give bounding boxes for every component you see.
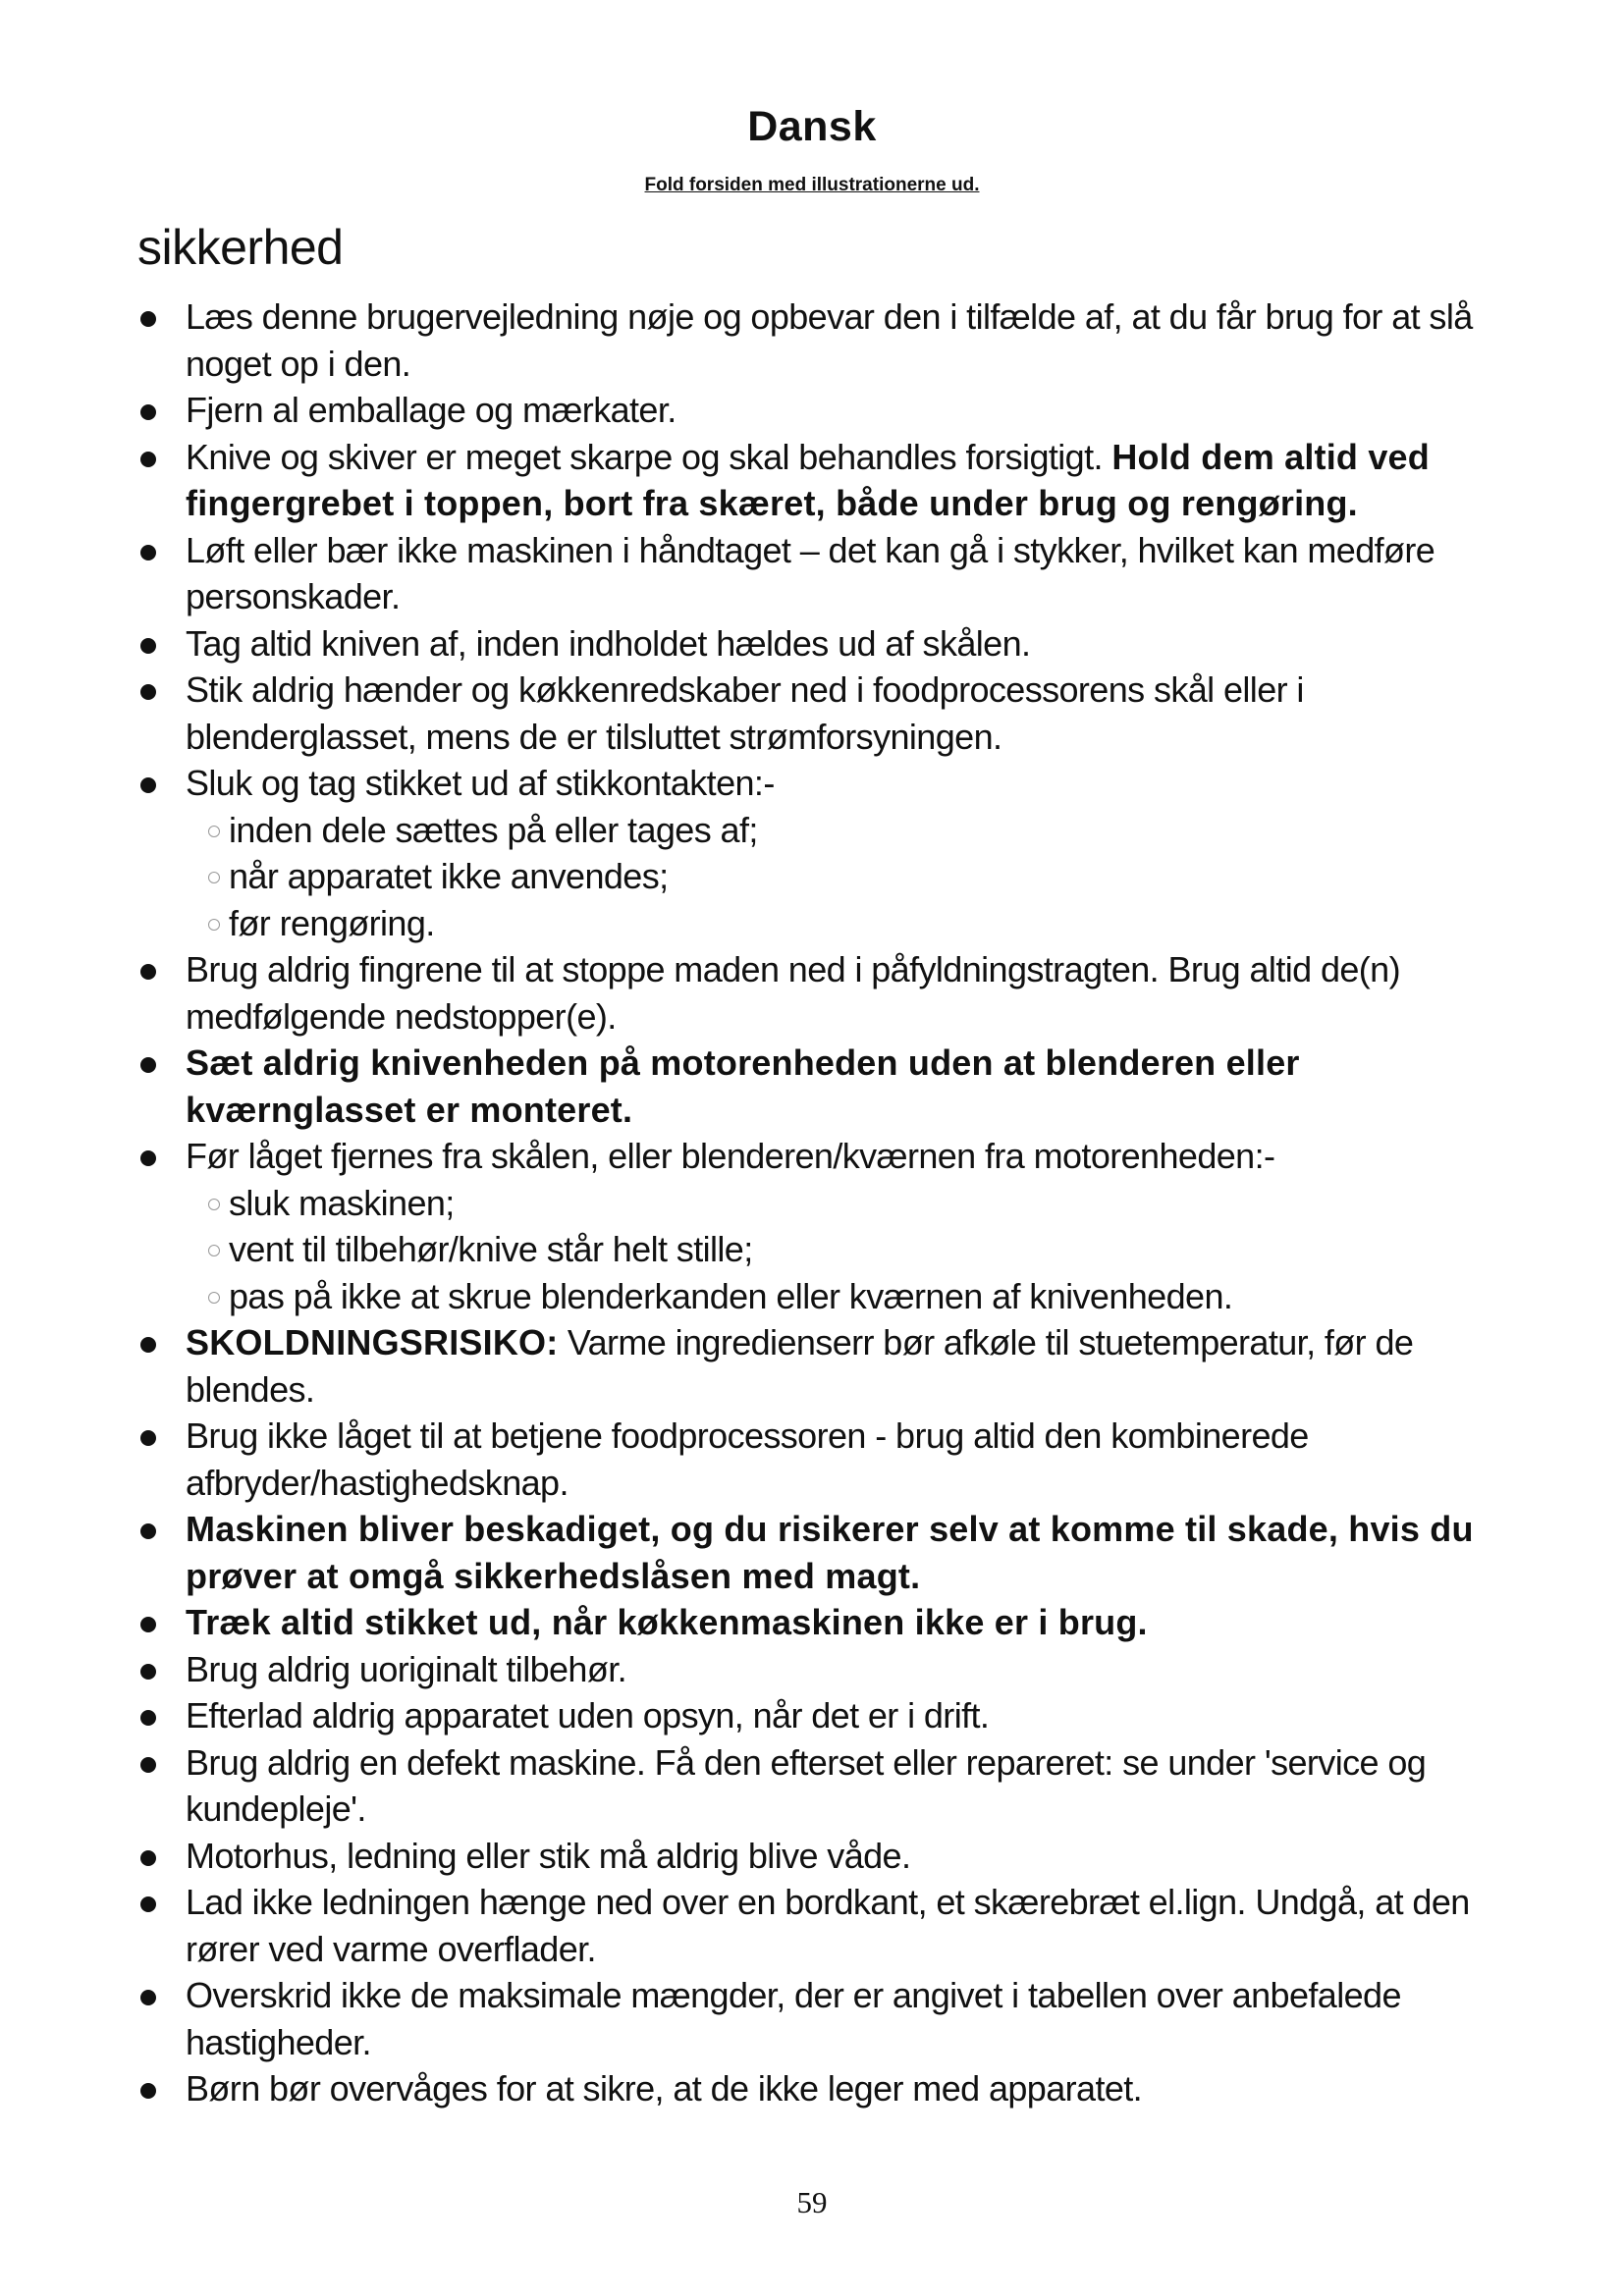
bullet-icon bbox=[140, 1710, 156, 1726]
item-text: Brug aldrig uoriginalt tilbehør. bbox=[186, 1648, 627, 1689]
bullet-icon bbox=[140, 684, 156, 700]
bullet-icon bbox=[140, 1664, 156, 1680]
bullet-icon bbox=[140, 1896, 156, 1912]
sub-item-text: sluk maskinen; bbox=[229, 1182, 455, 1223]
sub-item-text: vent til tilbehør/knive står helt stille; bbox=[229, 1229, 753, 1269]
item-bold-text: Hold dem altid ved fingergrebet i toppen, bort fra skæret, både under brug og rengøring. bbox=[186, 436, 1430, 523]
item-bold-text: SKOLDNINGSRISIKO: bbox=[186, 1322, 559, 1362]
list-item bbox=[0, 1599, 1624, 1646]
item-text: Brug aldrig en defekt maskine. Få den efterset eller repareret: se under 'service og kundepleje'. bbox=[186, 1741, 1427, 1829]
item-text: Overskrid ikke de maksimale mængder, der er angivet i tabellen over anbefalede hastigheder. bbox=[186, 1975, 1401, 2062]
circle-bullet-icon bbox=[208, 1199, 220, 1210]
circle-bullet-icon bbox=[208, 826, 220, 837]
list-item bbox=[0, 294, 1624, 387]
list-item bbox=[0, 1972, 1624, 2065]
list-item bbox=[0, 620, 1624, 667]
item-text: Tag altid kniven af, inden indholdet hældes ud af skålen. bbox=[186, 622, 1031, 664]
list-item bbox=[0, 1133, 1624, 1180]
item-text: Motorhus, ledning eller stik må aldrig blive våde. bbox=[186, 1835, 911, 1876]
circle-bullet-icon bbox=[208, 872, 220, 883]
bullet-icon bbox=[140, 1430, 156, 1446]
sub-list-item bbox=[0, 900, 1624, 947]
circle-bullet-icon bbox=[208, 919, 220, 931]
bullet-icon bbox=[140, 638, 156, 654]
item-text: Efterlad aldrig apparatet uden opsyn, når det er i drift. bbox=[186, 1695, 990, 1735]
bullet-icon bbox=[140, 2083, 156, 2099]
item-text: Lad ikke ledningen hænge ned over en bordkant, et skærebræt el.lign. Undgå, at den rører ved varme overflader. bbox=[186, 1882, 1470, 1969]
item-text: Børn bør overvåges for at sikre, at de ikke leger med apparatet. bbox=[186, 2068, 1143, 2109]
bullet-icon bbox=[140, 1523, 156, 1539]
sub-item-text: før rengøring. bbox=[229, 902, 435, 943]
list-item bbox=[0, 1739, 1624, 1833]
sub-item-text: inden dele sættes på eller tages af; bbox=[229, 809, 758, 850]
item-text: Fjern al emballage og mærkater. bbox=[186, 390, 677, 430]
sub-item-text: når apparatet ikke anvendes; bbox=[229, 856, 669, 896]
bullet-icon bbox=[140, 777, 156, 793]
list-item bbox=[0, 1506, 1624, 1599]
bullet-icon bbox=[140, 1150, 156, 1166]
bullet-icon bbox=[140, 1057, 156, 1073]
bullet-icon bbox=[140, 1850, 156, 1866]
page-title: Dansk bbox=[747, 103, 877, 150]
list-item bbox=[0, 1319, 1624, 1413]
page-number: 59 bbox=[796, 2185, 828, 2219]
item-text: Sluk og tag stikket ud af stikkontakten:- bbox=[186, 763, 775, 803]
list-item bbox=[0, 1879, 1624, 1972]
list-item bbox=[0, 434, 1624, 527]
bullet-icon bbox=[140, 545, 156, 561]
list-item bbox=[0, 760, 1624, 807]
item-text: Brug ikke låget til at betjene foodprocessoren - brug altid den kombinerede afbryder/hastighedsknap. bbox=[186, 1415, 1309, 1503]
bullet-icon bbox=[140, 311, 156, 327]
page-subtitle: Fold forsiden med illustrationerne ud. bbox=[644, 175, 980, 195]
sub-list-item bbox=[0, 853, 1624, 900]
list-item bbox=[0, 387, 1624, 434]
sub-item-text: pas på ikke at skrue blenderkanden eller kværnen af knivenheden. bbox=[229, 1275, 1233, 1316]
item-text: Knive og skiver er meget skarpe og skal behandles forsigtigt. bbox=[186, 436, 1112, 477]
section-heading: sikkerhed bbox=[137, 220, 344, 275]
list-item bbox=[0, 1833, 1624, 1880]
list-item bbox=[0, 946, 1624, 1040]
bullet-icon bbox=[140, 452, 156, 467]
circle-bullet-icon bbox=[208, 1292, 220, 1304]
item-text: Varme ingredienserr bør afkøle til stuetemperatur, før de blendes. bbox=[186, 1322, 1414, 1410]
bullet-icon bbox=[140, 1617, 156, 1632]
item-text: Læs denne brugervejledning nøje og opbevar den i tilfælde af, at du får brug for at slå noget op i den. bbox=[186, 296, 1473, 384]
list-item bbox=[0, 2065, 1624, 2112]
list-item bbox=[0, 527, 1624, 620]
list-item bbox=[0, 1040, 1624, 1133]
item-text: Brug aldrig fingrene til at stoppe maden ned i påfyldningstragten. Brug altid de(n) medfølgende nedstopper(e). bbox=[186, 949, 1400, 1037]
item-text: Løft eller bær ikke maskinen i håndtaget – det kan gå i stykker, hvilket kan medføre personskader. bbox=[186, 529, 1435, 616]
bullet-icon bbox=[140, 964, 156, 980]
sub-list-item bbox=[0, 1273, 1624, 1320]
sub-list-item bbox=[0, 1226, 1624, 1273]
safety-list bbox=[0, 294, 1624, 2112]
item-text: Før låget fjernes fra skålen, eller blenderen/kværnen fra motorenheden:- bbox=[186, 1136, 1275, 1176]
list-item bbox=[0, 667, 1624, 760]
list-item bbox=[0, 1692, 1624, 1739]
list-item bbox=[0, 1646, 1624, 1693]
list-item bbox=[0, 1413, 1624, 1506]
bullet-icon bbox=[140, 1757, 156, 1773]
sub-list-item bbox=[0, 1180, 1624, 1227]
item-bold-text: Træk altid stikket ud, når køkkenmaskinen ikke er i brug. bbox=[186, 1602, 1148, 1642]
bullet-icon bbox=[140, 1990, 156, 2005]
bullet-icon bbox=[140, 404, 156, 420]
item-bold-text: Sæt aldrig knivenheden på motorenheden uden at blenderen eller kværnglasset er monteret. bbox=[186, 1042, 1300, 1130]
sub-list-item bbox=[0, 807, 1624, 854]
circle-bullet-icon bbox=[208, 1245, 220, 1256]
item-text: Stik aldrig hænder og køkkenredskaber ned i foodprocessorens skål eller i blenderglasset, mens de er tilsluttet strømforsyningen. bbox=[186, 669, 1304, 757]
bullet-icon bbox=[140, 1337, 156, 1353]
item-bold-text: Maskinen bliver beskadiget, og du risikerer selv at komme til skade, hvis du prøver at omgå sikkerhedslåsen med magt. bbox=[186, 1509, 1474, 1596]
